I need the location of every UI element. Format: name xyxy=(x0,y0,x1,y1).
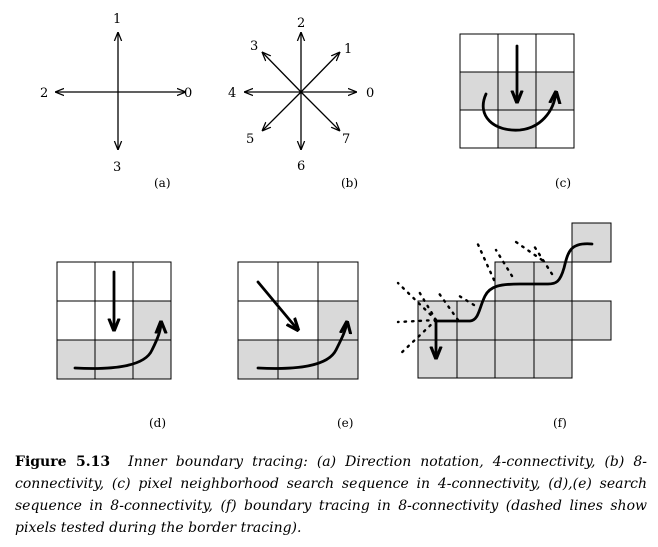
label-dir-3: 3 xyxy=(113,160,122,175)
pixel-cell xyxy=(278,262,318,301)
object-pixel xyxy=(572,223,611,262)
pixel-cell xyxy=(57,301,95,340)
object-pixel xyxy=(460,72,498,110)
panel-d-search-8 xyxy=(57,262,171,430)
object-pixel xyxy=(534,301,572,340)
object-pixel xyxy=(318,301,358,340)
panel-a-direction-4 xyxy=(40,12,192,190)
label-dir-0: 0 xyxy=(184,86,193,101)
panel-b-direction-8 xyxy=(228,16,374,190)
panel-f-sublabel: (f) xyxy=(553,416,567,430)
object-pixel xyxy=(534,340,572,378)
arrow-dir-3 xyxy=(262,52,301,92)
figure-number: Figure 5.13 xyxy=(15,454,111,470)
pixel-cell xyxy=(460,110,498,148)
label-dir-6: 6 xyxy=(297,159,306,174)
label-dir-5: 5 xyxy=(246,132,255,147)
pixel-cell xyxy=(133,262,171,301)
object-pixel xyxy=(536,72,574,110)
label-dir-3: 3 xyxy=(250,39,259,54)
panel-a-sublabel: (a) xyxy=(154,176,171,190)
pixel-cell xyxy=(57,262,95,301)
tested-pixel-line xyxy=(476,240,494,280)
object-pixel xyxy=(238,340,278,379)
panel-c-search-4 xyxy=(460,34,574,190)
label-dir-4: 4 xyxy=(228,86,237,101)
panel-b-sublabel: (b) xyxy=(341,176,359,190)
label-dir-1: 1 xyxy=(113,12,122,27)
arrow-dir-5 xyxy=(262,92,301,131)
panel-d-sublabel: (d) xyxy=(149,416,167,430)
pixel-cell xyxy=(536,110,574,148)
object-pixel xyxy=(495,301,534,340)
object-pixel xyxy=(495,340,534,378)
label-dir-1: 1 xyxy=(344,42,353,57)
caption-text: Inner boundary tracing: (a) Direction notation, 4-connectivity, (b) 8-connectivity, (c) pixel neighborhood search sequence in 4-connectivity, (d),(e) search sequence in 8-connectivity, (f) boundary tracing in 8-connectivity (dashed lines show pixels tested during the border tracing). xyxy=(15,454,648,536)
pixel-cell xyxy=(278,301,318,340)
object-pixel xyxy=(133,301,171,340)
label-dir-2: 2 xyxy=(40,86,49,101)
label-dir-0: 0 xyxy=(366,86,375,101)
object-pixel xyxy=(534,262,572,301)
pixel-cell xyxy=(460,34,498,72)
panel-f-boundary-tracing xyxy=(398,223,611,430)
pixel-cell xyxy=(238,301,278,340)
label-dir-2: 2 xyxy=(297,16,306,31)
object-pixel xyxy=(457,340,495,378)
object-pixel xyxy=(495,262,534,301)
object-pixel xyxy=(57,340,95,379)
tested-pixel-line xyxy=(516,242,542,260)
panel-e-search-8 xyxy=(238,262,358,430)
label-dir-7: 7 xyxy=(342,132,351,147)
pixel-cell xyxy=(536,34,574,72)
panel-c-sublabel: (c) xyxy=(555,176,572,190)
pixel-cell xyxy=(318,262,358,301)
object-pixel xyxy=(95,340,133,379)
panel-e-sublabel: (e) xyxy=(337,416,354,430)
object-pixel xyxy=(418,340,457,378)
object-pixel xyxy=(278,340,318,379)
arrow-dir-1 xyxy=(301,52,340,92)
figure-caption xyxy=(15,451,647,539)
object-pixel xyxy=(572,301,611,340)
arrow-dir-7 xyxy=(301,92,340,131)
object-pixel xyxy=(133,340,171,379)
